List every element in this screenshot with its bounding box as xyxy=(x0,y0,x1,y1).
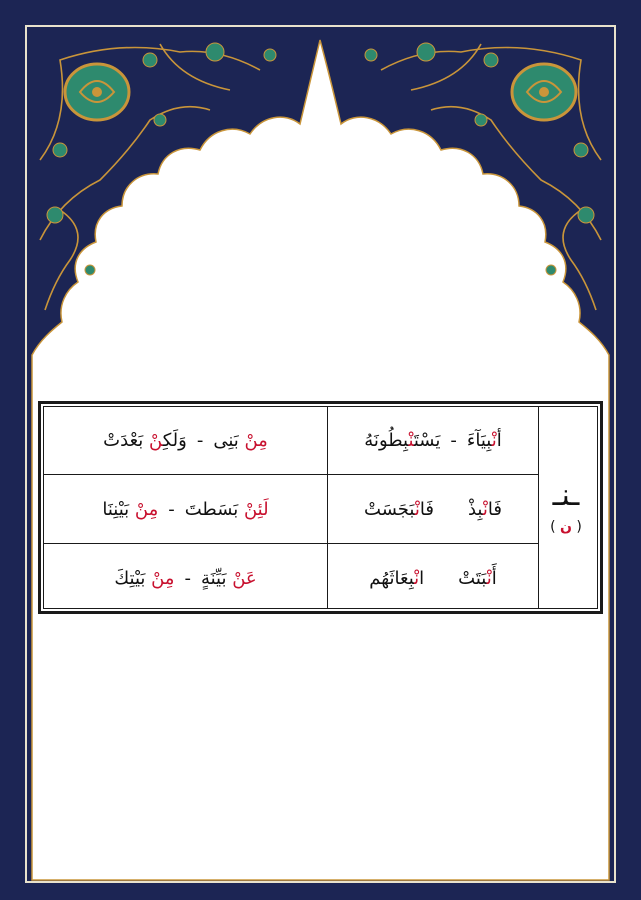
word-row3-left-2: مِنْ بَيْتِكَ xyxy=(114,567,175,589)
word-row2-left-1: لَئِنْ بَسَطتَ xyxy=(184,498,269,520)
heading-sign-letter: ن xyxy=(560,518,572,535)
word-row2-right-2: فَانْبَجَسَتْ xyxy=(364,498,434,520)
row1-right-cell xyxy=(328,407,538,474)
word-row3-right-2: انْبِعَاثَهُم xyxy=(369,567,425,589)
separator: - xyxy=(168,498,175,520)
lesson-table xyxy=(38,401,603,614)
word-row2-right-1: فَانْبِذْ xyxy=(467,498,502,520)
separator: - xyxy=(450,430,457,451)
row1-left-cell xyxy=(44,407,327,474)
heading-sign xyxy=(550,519,582,535)
word-row1-left-1: مِنْ بَنِى xyxy=(213,430,268,451)
row3-right-cell xyxy=(328,544,538,612)
word-row1-right-2: يَسْتَنْبِطُونَهُ xyxy=(364,430,441,451)
left-medallion xyxy=(65,64,129,120)
heading-sign-open: ( xyxy=(576,518,582,535)
right-medallion xyxy=(512,64,576,120)
separator: - xyxy=(196,430,204,451)
word-row3-right-1: أَنْبَتَتْ xyxy=(458,567,497,589)
word-row2-left-2: مِنْ بَيْنِنَا xyxy=(102,498,159,520)
row2-right-cell xyxy=(328,475,538,543)
heading-sign-close: ) xyxy=(550,518,556,535)
word-row1-right-1: أنْبِيَآءَ xyxy=(466,430,502,451)
heading-letter: ـنـ xyxy=(552,477,580,513)
lesson-table-inner xyxy=(43,406,598,609)
heading-cell xyxy=(535,407,597,608)
row2-left-cell xyxy=(44,475,327,543)
word-row1-left-2: وَلَكِنْ بَعْدَتْ xyxy=(103,430,187,451)
separator: - xyxy=(184,567,191,589)
word-row3-left-1: عَنْ بَيِّنَةٍ xyxy=(200,567,257,589)
row3-left-cell xyxy=(44,544,327,612)
